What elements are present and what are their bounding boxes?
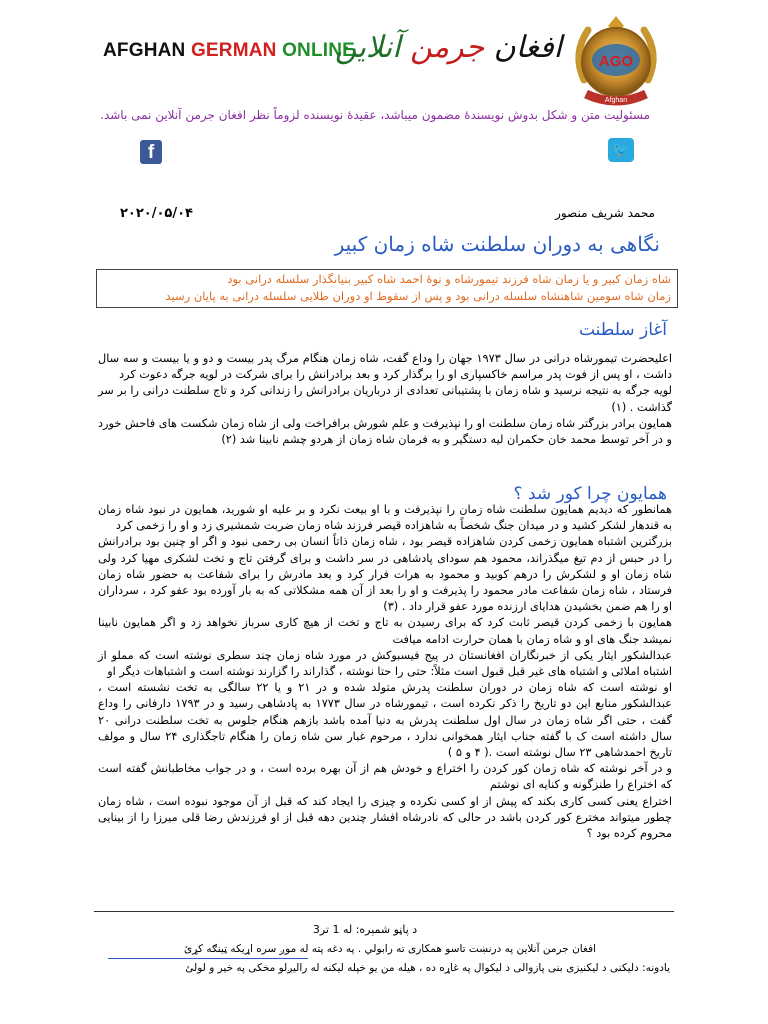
site-script-title — [334, 30, 562, 65]
paragraph: عبدالشکور ایثار یکی از خبرنگاران افغانستان در پیج فیسبوکش در مورد شاه زمان چند سطری نوشته است که مملو از اشتباه املائی و اشتباه های غیر قبل قبول است مثلاً: حتی را حتا نوشته ، گذاراند را گزارند نوشته است و اشتباهات دیگر او — [98, 648, 672, 679]
site-brand-name — [103, 40, 355, 62]
summary-line: شاه زمان کبیر و یا زمان شاه فرزند تیمورشاه و نوۀ احمد شاه کبیر بنیانگذار سلسله درانی بود — [227, 272, 671, 286]
brand-online: ONLINE — [282, 40, 356, 61]
paragraph: لویه جرگه به نتیجه نرسید و شاه زمان با پشتیبانی تعدادی از درباریان برادرانش را زندانی کرد و تاج سلطنت درانی را بر سر گذاشت . (۱) — [98, 384, 672, 414]
footer-divider — [94, 911, 674, 912]
disclaimer-text: مسئولیت متن و شکل بدوش نویسندۀ مضمون میباشد، عقیدۀ نویسنده لزوماً نظر افغان جرمن آنلاین نمی باشد. — [100, 108, 650, 122]
footer-contact-text: افغان جرمن آنلاین په درنښت تاسو همکاری ته رابولي . په دغه پته له موږ سره اړیکه ټینګه کړئ — [183, 943, 597, 955]
emblem-icon — [566, 10, 666, 114]
twitter-icon[interactable]: 🐦 — [608, 138, 634, 162]
paragraph: همایون برادر بزرگتر شاه زمان سلطنت او را نپذیرفت و علم شورش برافراخت ولی از شاه زمان شکست های فاحش خورد و در آخر توسط محمد خان حکمران لیه دستگیر و به فرمان شاه زمان از هردو چشم نابینا شد (۲) — [98, 416, 672, 447]
article-author: محمد شریف منصور — [555, 206, 655, 220]
paragraph: همایون با زخمی کردن قیصر ثابت کرد که برای رسیدن به تاج و تخت از هیچ کاری سرباز نخواهد زد و اگر همایون نابینا نمیشد جنگ های او و شاه زمان با همان حرارت ادامه میافت — [98, 616, 672, 646]
section-heading: آغاز سلطنت — [578, 320, 667, 340]
facebook-icon[interactable]: f — [140, 140, 162, 164]
paragraph: همانطور که دیدیم همایون سلطنت شاه زمان را نپذیرفت و با او بیعت نکرد و بر علیه او شورید، همایون در نبود شاه زمان به قندهار لشکر کشید و در میدان جنگ شخصاً به شاهزاده قیصر فرزند شاه زمان ضربت شمشیری زد و او را زخمی کرد — [98, 503, 672, 533]
paragraph: او نوشته است که شاه زمان در دوران سلطنت پدرش متولد شده و در ۲۱ و یا ۲۲ سالگی به تخت نشسته است ، عبدالشکور منابع این دو تاریخ را ذکر نکرده است ، تیمورشاه در سال ۱۷۷۳ به پادشاهی رسید و در ۱۷۹۳ دارفانی را وداع گفت ، حتی اگر شاه زمان در سال اول سلطنت پدرش به دنیا آمده باشد بازهم هنگام جلوس به تخت سلطنت درانی ۲۰ سال داشته است ک با گفته جناب ایثار همخوانی ندارد ، مرحوم غبار سن شاه زمان را هنگام تاجگذاری ۲۴ سال و مولف تاریخ احمدشاهی ۲۳ سال نوشته است .( ۴ و ۵ ) — [98, 681, 673, 760]
footer-contact-link-underline[interactable] — [108, 958, 308, 959]
section-body — [98, 502, 672, 842]
section-heading: همایون چرا کور شد ؟ — [513, 484, 667, 504]
script-online: آنلاین — [334, 30, 401, 65]
site-logo — [566, 10, 666, 114]
brand-german: GERMAN — [190, 40, 283, 61]
brand-afghan: AFGHAN — [103, 40, 191, 61]
logo-text: AGO — [598, 53, 634, 70]
page-number: د پاڼو شمېره: له 1 تر3 — [312, 923, 418, 936]
script-german: جرمن — [400, 30, 494, 65]
script-afghan: افغان — [493, 30, 562, 65]
paragraph: بزرگترین اشتباه همایون زخمی کردن شاهزاده قیصر بود ، شاه زمان ذاتاً انسان بی رحمی نبود و اگر او چنین بود برادرانش را در حبس از دم تیغ میگذراند، محمود هم سودای پادشاهی در سر داشت و برای گرفتن تاج و تخت لشکری مهیا کرد ولی شاه زمان او و لشکرش را درهم کوبید و محمود به هرات فرار کرد و بعد مادرش را برای شفاعت به حضور شاه زمان فرستاد ، شاه زمان شفاعت مادر محمود را پذیرفت و او را بعد از آن همه مشکلاتی که به بار آورده بود عفو کرد ، سرداران او را هم ضمن بخشیدن هدایای ارزنده مورد عفو قرار داد . (۳) — [98, 535, 672, 614]
paragraph: و در آخر نوشته که شاه زمان کور کردن را اختراع و خودش هم از آن بهره برده است ، و در جواب مخاطبانش گفته است که اختراع را طنزگونه و کنایه ای نوشتم — [98, 762, 672, 792]
section-body — [98, 351, 672, 448]
logo-subtext: Afghan — [604, 97, 628, 104]
paragraph: اعلیحضرت تیمورشاه درانی در سال ۱۹۷۳ جهان را وداع گفت، شاه زمان هنگام مرگ پدر بیست و دو و یا بیست و سه سال داشت ، او پس از فوت پدر مراسم خاکسپاری او را برگذار کرد و بعد برادرانش را برای شرکت در لویه جرگه دعوت کرد — [98, 352, 672, 382]
footer-note-text: یادونه: دلیکنی د لیکنیزی بنی پازوالی د لیکوال په غاړه ده ، هیله من یو خپله لیکنه له رالیږلو مخکی په خیر و لولئ — [185, 962, 670, 974]
article-date: ۲۰۲۰/۰۵/۰۴ — [120, 206, 193, 221]
article-title: نگاهی به دوران سلطنت شاه زمان کبیر — [334, 232, 660, 256]
summary-line: زمان شاه سومین شاهنشاه سلسله درانی بود و پس از سقوط او دوران طلایی سلسله درانی به پایان رسید — [165, 289, 671, 303]
article-summary-box — [96, 269, 678, 308]
paragraph: اختراع یعنی کسی کاری بکند که پیش از او کسی نکرده و چیزی را ایجاد کند که قبل از آن موجود نبوده است ، شاه زمان چطور میتواند مخترع کور کردن باشد در حالی که نادرشاه افشار چندین دهه قبل از او فرزندش رضا قلی میرزا را از بینایی محروم کرده بود ؟ — [98, 794, 672, 841]
